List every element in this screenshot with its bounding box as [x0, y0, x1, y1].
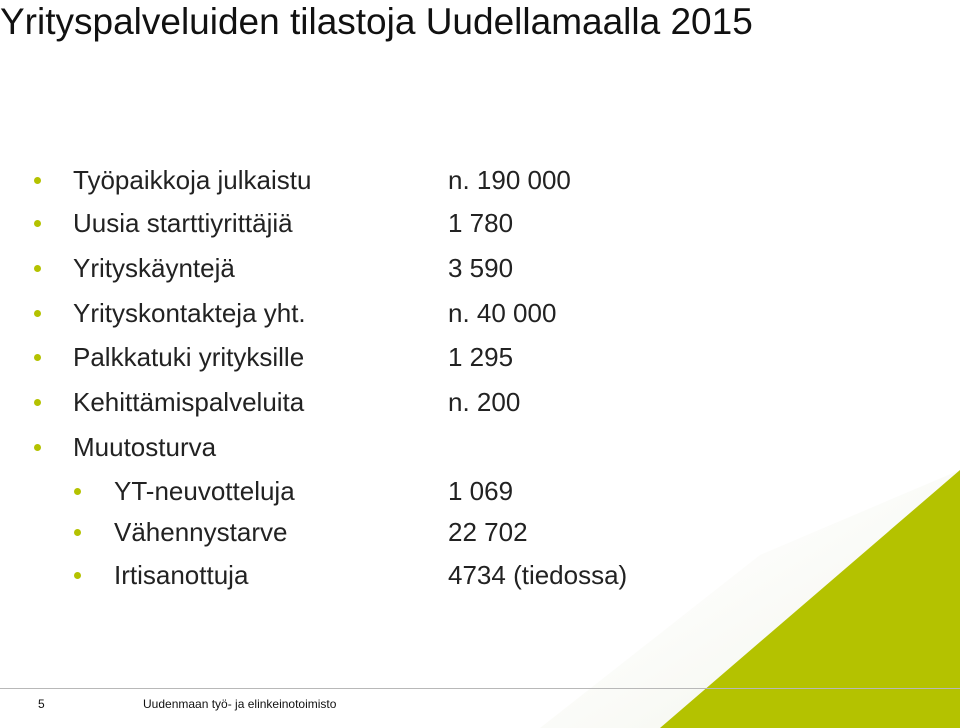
stat-value: n. 200 [448, 387, 521, 417]
footer-divider [0, 688, 960, 689]
bullet-icon [34, 310, 41, 317]
stat-label: Yrityskäyntejä [73, 253, 235, 283]
bullet-icon [34, 220, 41, 227]
stat-value: n. 190 000 [448, 165, 571, 195]
bullet-icon [74, 572, 81, 579]
slide-title: Yrityspalveluiden tilastoja Uudellamaalla 2015 [0, 1, 753, 42]
stat-label: Palkkatuki yrityksille [73, 342, 305, 372]
stat-value: n. 40 000 [448, 298, 557, 328]
stat-label: Yrityskontakteja yht. [73, 298, 306, 328]
bullet-icon [34, 399, 41, 406]
stat-value: 3 590 [448, 253, 514, 283]
bullet-icon [34, 444, 41, 451]
bullet-icon [74, 529, 81, 536]
substat-value: 1 069 [448, 476, 514, 506]
substat-label: YT-neuvotteluja [114, 476, 295, 506]
substat-value: 22 702 [448, 517, 528, 547]
bullet-icon [74, 488, 81, 495]
footer-organization: Uudenmaan työ- ja elinkeinotoimisto [143, 697, 337, 711]
bullet-icon [34, 354, 41, 361]
stat-label: Työpaikkoja julkaistu [73, 165, 312, 195]
stat-value: 1 295 [448, 342, 514, 372]
page-number: 5 [38, 697, 45, 711]
stat-label: Muutosturva [73, 432, 217, 462]
stat-label: Uusia starttiyrittäjiä [73, 208, 293, 238]
bullet-icon [34, 265, 41, 272]
stat-value: 1 780 [448, 208, 514, 238]
bullet-icon [34, 177, 41, 184]
substat-label: Irtisanottuja [114, 560, 249, 590]
substat-label: Vähennystarve [114, 517, 288, 547]
stat-label: Kehittämispalveluita [73, 387, 305, 417]
substat-value: 4734 (tiedossa) [448, 560, 628, 590]
